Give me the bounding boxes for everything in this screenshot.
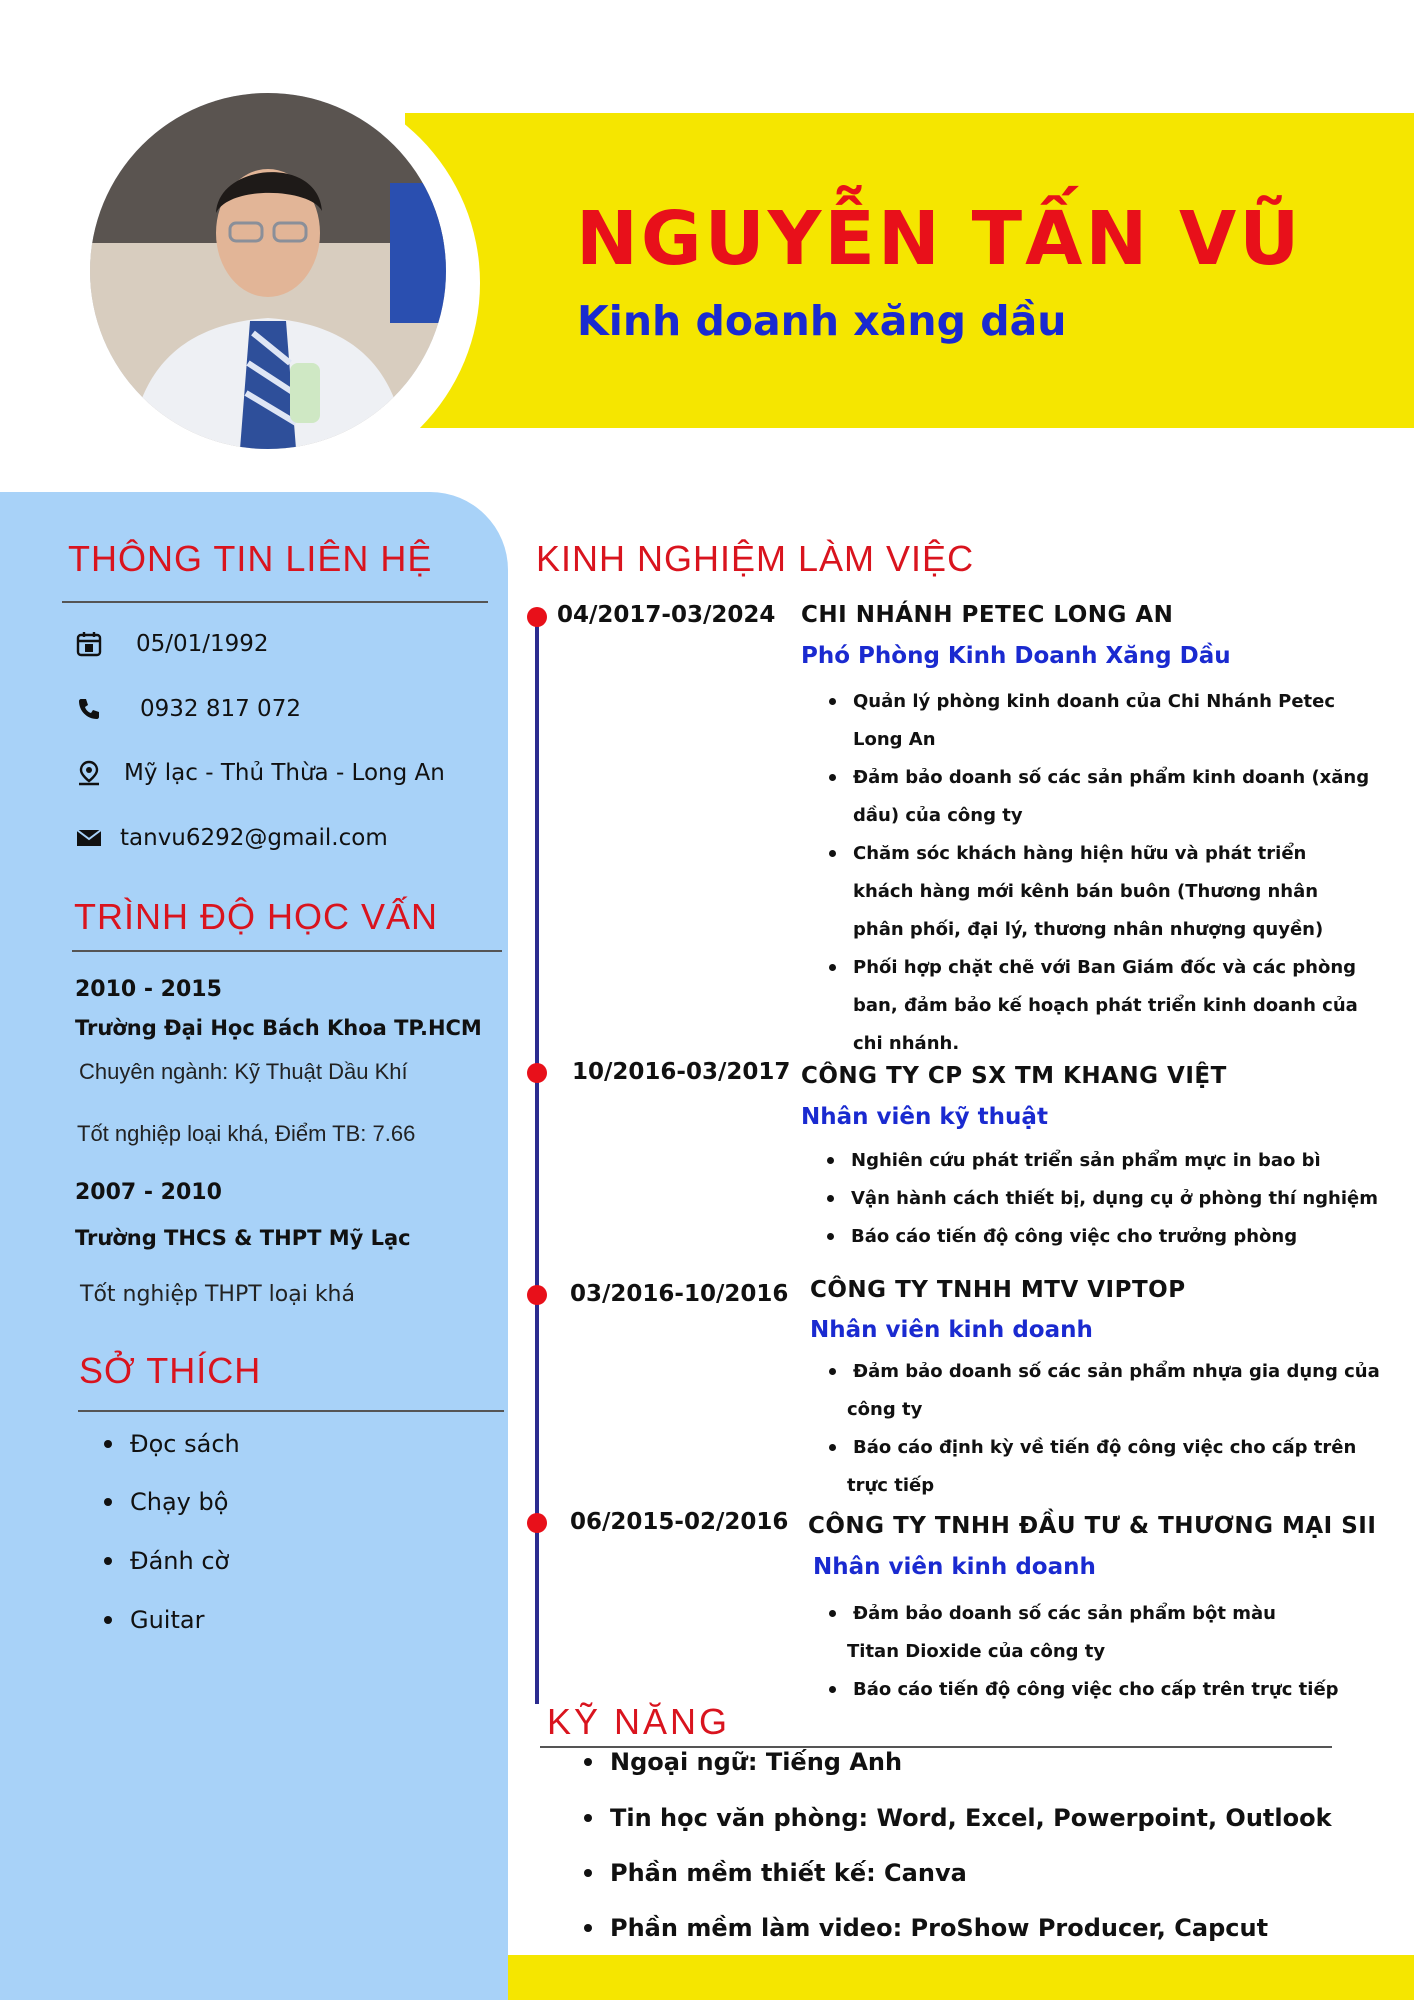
hobby-label: Đọc sách: [130, 1430, 240, 1458]
job-period: 03/2016-10/2016: [570, 1281, 789, 1307]
bullet: [829, 1610, 836, 1617]
job-duty: Chăm sóc khách hàng hiện hữu và phát triển khách hàng mới kênh bán buôn (Thương nhân phân phối, đại lý, thương nhân nhượng quyền): [853, 835, 1323, 949]
job-period: 10/2016-03/2017: [572, 1059, 791, 1085]
timeline-node: [527, 1513, 547, 1533]
full-name: NGUYỄN TẤN VŨ: [576, 196, 1303, 282]
job-duty: Vận hành cách thiết bị, dụng cụ ở phòng thí nghiệm: [851, 1180, 1378, 1218]
hobby-item: [104, 1606, 204, 1634]
job-role: Nhân viên kinh doanh: [810, 1317, 1093, 1343]
skill-label: Ngoại ngữ: Tiếng Anh: [610, 1748, 903, 1776]
phone-text[interactable]: 0932 817 072: [140, 696, 301, 722]
education-result: Tốt nghiệp THPT loại khá: [80, 1282, 355, 1307]
skill-item: [584, 1804, 1332, 1832]
bullet: [104, 1616, 112, 1624]
job-title: Kinh doanh xăng dầu: [577, 297, 1067, 345]
education-title: TRÌNH ĐỘ HỌC VẤN: [74, 896, 439, 937]
education-divider: [72, 950, 502, 952]
contact-divider: [62, 601, 488, 603]
hobbies-divider: [78, 1410, 504, 1412]
bullet: [829, 850, 836, 857]
skill-item: [584, 1859, 967, 1887]
phone-icon: [74, 694, 104, 724]
hobby-label: Đánh cờ: [130, 1547, 230, 1575]
education-major: Chuyên ngành: Kỹ Thuật Dầu Khí: [79, 1059, 408, 1084]
job-company: CÔNG TY CP SX TM KHANG VIỆT: [801, 1063, 1227, 1089]
hobby-label: Chạy bộ: [130, 1488, 229, 1516]
profile-photo: [90, 93, 446, 449]
hobby-item: [104, 1430, 240, 1458]
location-pin-icon: [74, 758, 104, 788]
contact-title: THÔNG TIN LIÊN HỆ: [68, 538, 433, 579]
bullet: [104, 1440, 112, 1448]
skill-label: Phần mềm làm video: ProShow Producer, Capcut: [610, 1914, 1269, 1942]
job-period: 04/2017-03/2024: [557, 602, 776, 628]
bullet: [104, 1498, 112, 1506]
job-duty: Đảm bảo doanh số các sản phẩm bột màu Titan Dioxide của công ty: [853, 1595, 1276, 1671]
footer-band: [508, 1955, 1414, 2000]
job-role: Nhân viên kinh doanh: [813, 1554, 1096, 1580]
skill-label: Tin học văn phòng: Word, Excel, Powerpoint, Outlook: [610, 1804, 1332, 1832]
calendar-icon: [74, 629, 104, 659]
hobbies-title: SỞ THÍCH: [79, 1350, 262, 1391]
bullet: [829, 1368, 836, 1375]
bullet: [104, 1557, 112, 1565]
job-company: CHI NHÁNH PETEC LONG AN: [801, 602, 1174, 628]
job-duty: Đảm bảo doanh số các sản phẩm kinh doanh (xăng dầu) của công ty: [853, 759, 1369, 835]
contact-email: [74, 820, 388, 856]
skill-item: [584, 1914, 1268, 1942]
bullet: [584, 1924, 592, 1932]
bullet: [829, 774, 836, 781]
email-text[interactable]: tanvu6292@gmail.com: [120, 825, 388, 851]
skill-label: Phần mềm thiết kế: Canva: [610, 1859, 967, 1887]
bullet: [827, 1195, 834, 1202]
job-role: Phó Phòng Kinh Doanh Xăng Dầu: [801, 643, 1231, 669]
hobby-label: Guitar: [130, 1606, 205, 1634]
job-duty: Báo cáo định kỳ về tiến độ công việc cho cấp trên trực tiếp: [853, 1429, 1356, 1505]
skill-item: [584, 1748, 902, 1776]
timeline-node: [527, 1063, 547, 1083]
hobby-item: [104, 1488, 228, 1516]
skills-title: KỸ NĂNG: [547, 1701, 731, 1742]
job-company: CÔNG TY TNHH MTV VIPTOP: [810, 1277, 1186, 1303]
job-role: Nhân viên kỹ thuật: [801, 1104, 1048, 1130]
contact-address: [74, 755, 445, 791]
education-school: Trường THCS & THPT Mỹ Lạc: [75, 1226, 411, 1250]
education-school: Trường Đại Học Bách Khoa TP.HCM: [75, 1016, 482, 1040]
hobby-item: [104, 1547, 229, 1575]
address-text: Mỹ lạc - Thủ Thừa - Long An: [124, 760, 445, 786]
job-duty: Báo cáo tiến độ công việc cho cấp trên trực tiếp: [853, 1671, 1339, 1709]
bullet: [829, 698, 836, 705]
bullet: [827, 1233, 834, 1240]
bullet: [829, 1444, 836, 1451]
bullet: [584, 1814, 592, 1822]
education-years: 2007 - 2010: [75, 1180, 222, 1205]
timeline-line: [535, 614, 539, 1704]
bullet: [829, 1686, 836, 1693]
education-result: Tốt nghiệp loại khá, Điểm TB: 7.66: [77, 1121, 416, 1146]
job-duty: Quản lý phòng kinh doanh của Chi Nhánh Petec Long An: [853, 683, 1335, 759]
envelope-icon: [74, 823, 104, 853]
birthday-text: 05/01/1992: [136, 631, 269, 657]
bullet: [827, 1157, 834, 1164]
job-company: CÔNG TY TNHH ĐẦU TƯ & THƯƠNG MẠI SII: [808, 1513, 1377, 1539]
experience-title: KINH NGHIỆM LÀM VIỆC: [536, 538, 975, 579]
job-period: 06/2015-02/2016: [570, 1509, 789, 1535]
job-duty: Đảm bảo doanh số các sản phẩm nhựa gia dụng của công ty: [853, 1353, 1380, 1429]
timeline-node: [527, 607, 547, 627]
job-duty: Nghiên cứu phát triển sản phẩm mực in bao bì: [851, 1142, 1321, 1180]
job-duty: Báo cáo tiến độ công việc cho trưởng phòng: [851, 1218, 1297, 1256]
timeline-node: [527, 1285, 547, 1305]
education-years: 2010 - 2015: [75, 977, 222, 1002]
bullet: [584, 1869, 592, 1877]
bullet: [584, 1758, 592, 1766]
contact-phone: [74, 691, 301, 727]
job-duty: Phối hợp chặt chẽ với Ban Giám đốc và các phòng ban, đảm bảo kế hoạch phát triển kinh doanh của chi nhánh.: [853, 949, 1358, 1063]
contact-birthday: [74, 626, 269, 662]
bullet: [829, 964, 836, 971]
